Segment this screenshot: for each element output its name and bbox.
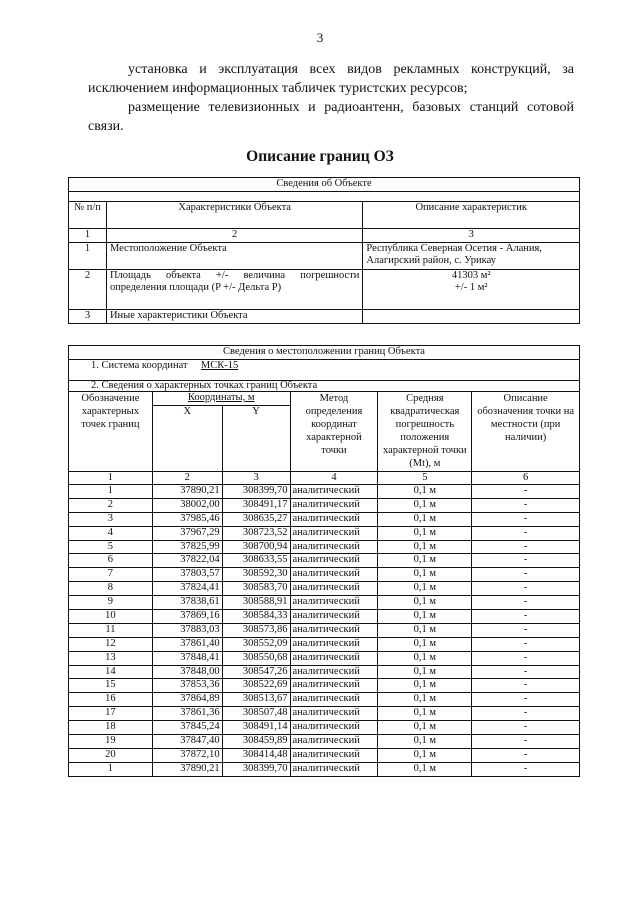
point-number: 1 (69, 762, 153, 776)
table-row (69, 269, 580, 309)
coord-y: 308491,14 (222, 721, 290, 735)
table-row (69, 554, 580, 568)
header-coordinates: Координаты, м (152, 392, 290, 406)
method-cell: аналитический (290, 610, 378, 624)
header-point-description: Описание обозначения точки на местности (при наличии) (472, 392, 580, 472)
point-number: 14 (69, 665, 153, 679)
description-cell: - (472, 498, 580, 512)
description-cell: - (472, 651, 580, 665)
page-number: 3 (316, 30, 324, 45)
point-number: 7 (69, 568, 153, 582)
error-cell: 0,1 м (378, 485, 472, 499)
error-cell: 0,1 м (378, 582, 472, 596)
coord-y: 308588,91 (222, 596, 290, 610)
error-cell: 0,1 м (378, 693, 472, 707)
coord-x: 37861,36 (152, 707, 222, 721)
table-row (69, 665, 580, 679)
error-cell: 0,1 м (378, 512, 472, 526)
points-caption: 2. Сведения о характерных точках границ Объекта (69, 381, 580, 392)
coord-y: 308573,86 (222, 623, 290, 637)
coord-x: 37848,41 (152, 651, 222, 665)
table-row (69, 707, 580, 721)
description-cell: - (472, 610, 580, 624)
header-description: Описание характеристик (363, 202, 580, 229)
index-cell: 3 (363, 229, 580, 243)
table-row (69, 512, 580, 526)
point-number: 10 (69, 610, 153, 624)
coord-y: 308633,55 (222, 554, 290, 568)
coord-y: 308522,69 (222, 679, 290, 693)
method-cell: аналитический (290, 693, 378, 707)
coord-x: 37825,99 (152, 540, 222, 554)
coord-y: 308414,48 (222, 748, 290, 762)
table-row (69, 735, 580, 749)
method-cell: аналитический (290, 651, 378, 665)
header-x: X (152, 405, 222, 471)
method-cell: аналитический (290, 485, 378, 499)
method-cell: аналитический (290, 762, 378, 776)
error-cell: 0,1 м (378, 762, 472, 776)
error-cell: 0,1 м (378, 526, 472, 540)
coordinates-table (68, 345, 580, 777)
coord-y: 308459,89 (222, 735, 290, 749)
spacer-row (69, 192, 580, 202)
coord-y: 308399,70 (222, 762, 290, 776)
method-cell: аналитический (290, 498, 378, 512)
index-cell: 2 (152, 471, 222, 485)
point-number: 9 (69, 596, 153, 610)
coord-x: 37853,36 (152, 679, 222, 693)
method-cell: аналитический (290, 582, 378, 596)
description-cell: - (472, 665, 580, 679)
description-cell: - (472, 693, 580, 707)
coord-x: 37967,29 (152, 526, 222, 540)
coord-x: 37890,21 (152, 485, 222, 499)
row-number: 1 (69, 242, 107, 269)
header-method: Метод определения координат характерной точки (290, 392, 378, 472)
coord-y: 308513,67 (222, 693, 290, 707)
header-y: Y (222, 405, 290, 471)
table-row (69, 540, 580, 554)
method-cell: аналитический (290, 512, 378, 526)
table-row (69, 485, 580, 499)
section-title: Описание границ ОЗ (246, 148, 394, 165)
description-cell: - (472, 721, 580, 735)
table-row (69, 762, 580, 776)
table-row (69, 596, 580, 610)
area-value: 41303 м² (451, 269, 491, 281)
row-value-area (363, 269, 580, 309)
coord-x: 37861,40 (152, 637, 222, 651)
error-cell: 0,1 м (378, 596, 472, 610)
index-cell: 1 (69, 471, 153, 485)
coord-x: 37847,40 (152, 735, 222, 749)
error-cell: 0,1 м (378, 707, 472, 721)
intro-paragraph-1: установка и эксплуатация всех видов рекламных конструкций, за исключением информационных табличек туристских ресурсов; (88, 62, 574, 96)
table-row (69, 651, 580, 665)
method-cell: аналитический (290, 637, 378, 651)
error-cell: 0,1 м (378, 498, 472, 512)
table-row (69, 309, 580, 323)
point-number: 8 (69, 582, 153, 596)
error-cell: 0,1 м (378, 623, 472, 637)
description-cell: - (472, 735, 580, 749)
error-cell: 0,1 м (378, 540, 472, 554)
method-cell: аналитический (290, 623, 378, 637)
description-cell: - (472, 554, 580, 568)
header-characteristics: Характеристики Объекта (106, 202, 362, 229)
coord-y: 308635,27 (222, 512, 290, 526)
coord-x: 37872,10 (152, 748, 222, 762)
method-cell: аналитический (290, 735, 378, 749)
table-row (69, 242, 580, 269)
coord-y: 308583,70 (222, 582, 290, 596)
intro-paragraph-2: размещение телевизионных и радиоантенн, базовых станций сотовой связи. (88, 100, 574, 134)
point-number: 11 (69, 623, 153, 637)
point-number: 17 (69, 707, 153, 721)
coord-y: 308491,17 (222, 498, 290, 512)
coords-table-caption: Сведения о местоположении границ Объекта (69, 346, 580, 360)
method-cell: аналитический (290, 707, 378, 721)
error-cell: 0,1 м (378, 610, 472, 624)
row-value: Республика Северная Осетия - Алания, Алагирский район, с. Урикау (363, 242, 580, 269)
description-cell: - (472, 582, 580, 596)
table-row (69, 748, 580, 762)
table-row (69, 679, 580, 693)
intro-text (88, 60, 574, 136)
coord-y: 308552,09 (222, 637, 290, 651)
point-number: 3 (69, 512, 153, 526)
table-row (69, 721, 580, 735)
method-cell: аналитический (290, 596, 378, 610)
index-cell: 4 (290, 471, 378, 485)
method-cell: аналитический (290, 554, 378, 568)
description-cell: - (472, 637, 580, 651)
row-number: 3 (69, 309, 107, 323)
method-cell: аналитический (290, 748, 378, 762)
error-cell: 0,1 м (378, 554, 472, 568)
coord-y: 308723,52 (222, 526, 290, 540)
error-cell: 0,1 м (378, 665, 472, 679)
error-cell: 0,1 м (378, 651, 472, 665)
point-number: 13 (69, 651, 153, 665)
method-cell: аналитический (290, 679, 378, 693)
coord-x: 37822,04 (152, 554, 222, 568)
index-cell: 3 (222, 471, 290, 485)
row-number: 2 (69, 269, 107, 309)
coord-y: 308507,48 (222, 707, 290, 721)
table-row (69, 623, 580, 637)
point-number: 16 (69, 693, 153, 707)
method-cell: аналитический (290, 568, 378, 582)
header-designation: Обозначение характерных точек границ (69, 392, 153, 472)
point-number: 2 (69, 498, 153, 512)
object-info-table (68, 177, 580, 324)
table-row (69, 582, 580, 596)
error-cell: 0,1 м (378, 637, 472, 651)
method-cell: аналитический (290, 526, 378, 540)
coord-x: 38002,00 (152, 498, 222, 512)
point-number: 19 (69, 735, 153, 749)
point-number: 6 (69, 554, 153, 568)
description-cell: - (472, 512, 580, 526)
coord-y: 308592,30 (222, 568, 290, 582)
area-tolerance: +/- 1 м² (454, 282, 488, 293)
coord-y: 308399,70 (222, 485, 290, 499)
coord-x: 37890,21 (152, 762, 222, 776)
index-cell: 5 (378, 471, 472, 485)
error-cell: 0,1 м (378, 568, 472, 582)
method-cell: аналитический (290, 721, 378, 735)
table-row (69, 693, 580, 707)
description-cell: - (472, 540, 580, 554)
error-cell: 0,1 м (378, 679, 472, 693)
point-number: 4 (69, 526, 153, 540)
description-cell: - (472, 623, 580, 637)
description-cell: - (472, 679, 580, 693)
header-number: № п/п (69, 202, 107, 229)
method-cell: аналитический (290, 540, 378, 554)
table-row (69, 610, 580, 624)
coord-y: 308547,26 (222, 665, 290, 679)
coord-x: 37864,89 (152, 693, 222, 707)
index-row (69, 471, 580, 485)
point-number: 1 (69, 485, 153, 499)
table-row (69, 526, 580, 540)
index-cell: 6 (472, 471, 580, 485)
table-row (69, 637, 580, 651)
coord-x: 37869,16 (152, 610, 222, 624)
point-number: 12 (69, 637, 153, 651)
description-cell: - (472, 707, 580, 721)
row-name: Иные характеристики Объекта (106, 309, 362, 323)
coord-y: 308700,94 (222, 540, 290, 554)
table-row (69, 568, 580, 582)
index-cell: 2 (106, 229, 362, 243)
coord-y: 308550,68 (222, 651, 290, 665)
header-error: Средняя квадратическая погрешность положения характерной точки (Mt), м (378, 392, 472, 472)
coord-y: 308584,33 (222, 610, 290, 624)
coord-x: 37824,41 (152, 582, 222, 596)
point-number: 18 (69, 721, 153, 735)
coord-x: 37845,24 (152, 721, 222, 735)
coordinate-system-label: 1. Система координат (91, 360, 188, 371)
index-cell: 1 (69, 229, 107, 243)
coord-x: 37985,46 (152, 512, 222, 526)
row-value (363, 309, 580, 323)
point-number: 20 (69, 748, 153, 762)
description-cell: - (472, 748, 580, 762)
coord-x: 37848,00 (152, 665, 222, 679)
coordinate-system-row (69, 360, 580, 381)
coord-x: 37883,03 (152, 623, 222, 637)
error-cell: 0,1 м (378, 748, 472, 762)
table-row (69, 498, 580, 512)
point-number: 5 (69, 540, 153, 554)
coord-x: 37838,61 (152, 596, 222, 610)
object-table-caption: Сведения об Объекте (69, 178, 580, 192)
description-cell: - (472, 568, 580, 582)
method-cell: аналитический (290, 665, 378, 679)
description-cell: - (472, 485, 580, 499)
row-name: Местоположение Объекта (106, 242, 362, 269)
row-name: Площадь объекта +/- величина погрешности определения площади (P +/- Дельта P) (106, 269, 362, 309)
coord-x: 37803,57 (152, 568, 222, 582)
description-cell: - (472, 762, 580, 776)
description-cell: - (472, 596, 580, 610)
description-cell: - (472, 526, 580, 540)
error-cell: 0,1 м (378, 721, 472, 735)
error-cell: 0,1 м (378, 735, 472, 749)
coordinate-system-value: МСК-15 (200, 360, 239, 371)
point-number: 15 (69, 679, 153, 693)
